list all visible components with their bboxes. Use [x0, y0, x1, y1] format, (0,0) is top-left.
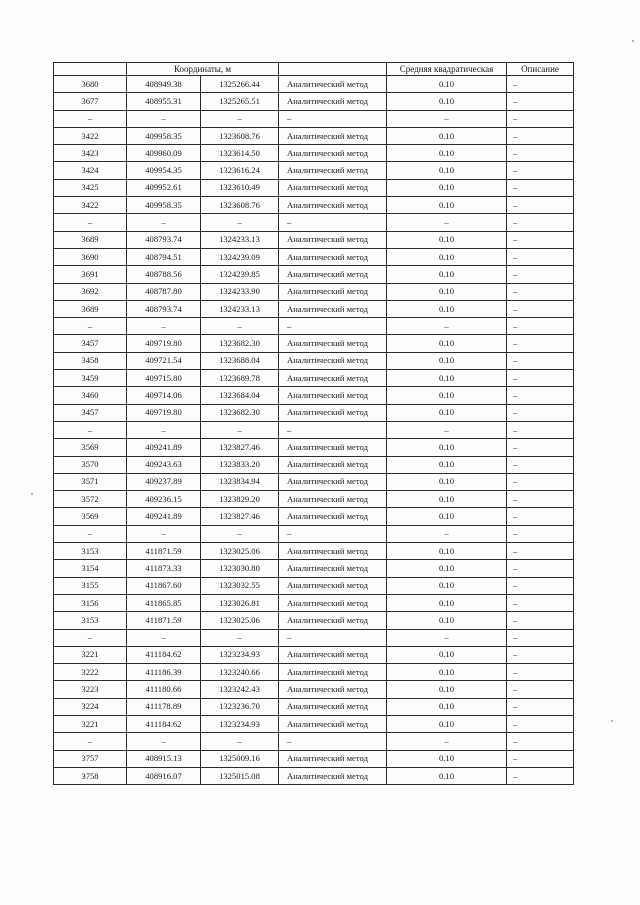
x-coordinate-cell: 409721.54 — [127, 352, 201, 369]
error-cell: 0.10 — [387, 266, 507, 283]
point-number-cell: 3572 — [54, 491, 127, 508]
x-coordinate-cell: 408949.38 — [127, 76, 201, 93]
separator-row — [54, 214, 574, 231]
table-row — [54, 335, 574, 352]
description-cell: – — [507, 162, 574, 179]
x-coordinate-cell: 411871.59 — [127, 543, 201, 560]
table-body — [54, 76, 574, 785]
method-cell: – — [279, 421, 387, 438]
method-cell: Аналитический метод — [279, 162, 387, 179]
description-cell: – — [507, 318, 574, 335]
description-cell: – — [507, 750, 574, 767]
y-coordinate-cell: 1323684.04 — [201, 387, 279, 404]
description-cell: – — [507, 543, 574, 560]
method-cell: Аналитический метод — [279, 594, 387, 611]
y-coordinate-cell: 1323616.24 — [201, 162, 279, 179]
y-coordinate-cell: 1323026.81 — [201, 594, 279, 611]
x-coordinate-cell: 408915.13 — [127, 750, 201, 767]
error-cell: 0.10 — [387, 179, 507, 196]
table-row — [54, 508, 574, 525]
error-cell: 0.10 — [387, 698, 507, 715]
description-cell: – — [507, 456, 574, 473]
error-cell: 0.10 — [387, 387, 507, 404]
point-number-cell: – — [54, 318, 127, 335]
y-coordinate-cell: 1323827.46 — [201, 508, 279, 525]
description-cell: – — [507, 300, 574, 317]
error-cell: 0.10 — [387, 370, 507, 387]
description-cell: – — [507, 145, 574, 162]
y-coordinate-cell: 1323688.04 — [201, 352, 279, 369]
x-coordinate-cell: 408793.74 — [127, 300, 201, 317]
description-cell: – — [507, 197, 574, 214]
error-cell: 0.10 — [387, 197, 507, 214]
y-coordinate-cell: 1324233.13 — [201, 300, 279, 317]
y-coordinate-cell: 1323242.43 — [201, 681, 279, 698]
point-number-cell: 3677 — [54, 93, 127, 110]
method-cell: Аналитический метод — [279, 681, 387, 698]
error-cell: 0.10 — [387, 577, 507, 594]
method-cell: – — [279, 525, 387, 542]
point-number-cell: 3689 — [54, 300, 127, 317]
point-number-cell: 3459 — [54, 370, 127, 387]
method-cell: Аналитический метод — [279, 387, 387, 404]
error-cell: 0.10 — [387, 681, 507, 698]
description-cell: – — [507, 283, 574, 300]
error-cell: 0.10 — [387, 508, 507, 525]
point-number-cell: – — [54, 733, 127, 750]
y-coordinate-cell: 1323240.66 — [201, 664, 279, 681]
x-coordinate-cell: – — [127, 421, 201, 438]
description-cell: – — [507, 387, 574, 404]
error-cell: – — [387, 110, 507, 127]
point-number-cell: 3758 — [54, 767, 127, 784]
description-cell: – — [507, 439, 574, 456]
x-coordinate-cell: 408787.80 — [127, 283, 201, 300]
x-coordinate-cell: – — [127, 318, 201, 335]
y-coordinate-cell: 1323234.93 — [201, 715, 279, 732]
method-cell: Аналитический метод — [279, 491, 387, 508]
separator-row — [54, 629, 574, 646]
error-cell: 0.10 — [387, 145, 507, 162]
x-coordinate-cell: – — [127, 214, 201, 231]
point-number-cell: 3156 — [54, 594, 127, 611]
table-row — [54, 179, 574, 196]
y-coordinate-cell: 1324239.09 — [201, 248, 279, 265]
y-coordinate-cell: – — [201, 421, 279, 438]
table-row — [54, 283, 574, 300]
x-coordinate-cell: 409714.06 — [127, 387, 201, 404]
error-cell: 0.10 — [387, 162, 507, 179]
point-number-cell: 3424 — [54, 162, 127, 179]
x-coordinate-cell: – — [127, 525, 201, 542]
x-coordinate-cell: 411871.59 — [127, 612, 201, 629]
description-cell: – — [507, 733, 574, 750]
method-cell: Аналитический метод — [279, 352, 387, 369]
description-cell: – — [507, 525, 574, 542]
description-cell: – — [507, 646, 574, 663]
description-cell: – — [507, 76, 574, 93]
x-coordinate-cell: 409715.80 — [127, 370, 201, 387]
error-cell: – — [387, 214, 507, 231]
table-row — [54, 93, 574, 110]
y-coordinate-cell: 1325009.16 — [201, 750, 279, 767]
y-coordinate-cell: 1323610.49 — [201, 179, 279, 196]
y-coordinate-cell: 1323833.20 — [201, 456, 279, 473]
method-cell: Аналитический метод — [279, 473, 387, 490]
method-cell: Аналитический метод — [279, 612, 387, 629]
table-row — [54, 577, 574, 594]
error-cell: – — [387, 629, 507, 646]
error-cell: 0.10 — [387, 352, 507, 369]
x-coordinate-cell: 411867.60 — [127, 577, 201, 594]
description-cell: – — [507, 110, 574, 127]
y-coordinate-cell: – — [201, 214, 279, 231]
error-cell: 0.10 — [387, 93, 507, 110]
error-cell: – — [387, 318, 507, 335]
table-row — [54, 646, 574, 663]
method-cell: Аналитический метод — [279, 370, 387, 387]
point-number-cell: 3221 — [54, 715, 127, 732]
table-row — [54, 145, 574, 162]
point-number-cell: 3422 — [54, 127, 127, 144]
table-row — [54, 767, 574, 784]
y-coordinate-cell: 1323682.30 — [201, 404, 279, 421]
method-cell: – — [279, 110, 387, 127]
description-cell: – — [507, 664, 574, 681]
description-cell: – — [507, 629, 574, 646]
method-cell: Аналитический метод — [279, 715, 387, 732]
table-row — [54, 543, 574, 560]
description-cell: – — [507, 681, 574, 698]
y-coordinate-cell: 1323682.30 — [201, 335, 279, 352]
x-coordinate-cell: 408788.56 — [127, 266, 201, 283]
method-cell: Аналитический метод — [279, 439, 387, 456]
method-cell: Аналитический метод — [279, 76, 387, 93]
description-cell: – — [507, 421, 574, 438]
method-cell: Аналитический метод — [279, 767, 387, 784]
method-cell: Аналитический метод — [279, 300, 387, 317]
method-cell: Аналитический метод — [279, 231, 387, 248]
x-coordinate-cell: 409719.80 — [127, 404, 201, 421]
error-cell: 0.10 — [387, 283, 507, 300]
x-coordinate-cell: – — [127, 629, 201, 646]
method-cell: Аналитический метод — [279, 560, 387, 577]
error-cell: 0.10 — [387, 335, 507, 352]
y-coordinate-cell: 1324233.90 — [201, 283, 279, 300]
x-coordinate-cell: 408955.31 — [127, 93, 201, 110]
table-row — [54, 715, 574, 732]
table-row — [54, 473, 574, 490]
y-coordinate-cell: 1323030.80 — [201, 560, 279, 577]
separator-row — [54, 525, 574, 542]
point-number-cell: 3460 — [54, 387, 127, 404]
description-cell: – — [507, 335, 574, 352]
method-cell: Аналитический метод — [279, 404, 387, 421]
table-row — [54, 612, 574, 629]
error-cell: 0.10 — [387, 76, 507, 93]
header-blank-cell — [54, 63, 127, 76]
description-cell: – — [507, 577, 574, 594]
y-coordinate-cell: 1323829.20 — [201, 491, 279, 508]
description-cell: – — [507, 560, 574, 577]
point-number-cell: 3153 — [54, 543, 127, 560]
point-number-cell: 3221 — [54, 646, 127, 663]
point-number-cell: 3458 — [54, 352, 127, 369]
error-cell: – — [387, 525, 507, 542]
method-cell: Аналитический метод — [279, 508, 387, 525]
header-coordinates: Координаты, м — [127, 63, 279, 76]
y-coordinate-cell: – — [201, 733, 279, 750]
method-cell: Аналитический метод — [279, 664, 387, 681]
y-coordinate-cell: 1323025.06 — [201, 612, 279, 629]
y-coordinate-cell: 1323827.46 — [201, 439, 279, 456]
method-cell: – — [279, 214, 387, 231]
method-cell: Аналитический метод — [279, 456, 387, 473]
x-coordinate-cell: 408793.74 — [127, 231, 201, 248]
description-cell: – — [507, 612, 574, 629]
method-cell: Аналитический метод — [279, 145, 387, 162]
table-row — [54, 76, 574, 93]
method-cell: Аналитический метод — [279, 543, 387, 560]
description-cell: – — [507, 127, 574, 144]
point-number-cell: 3692 — [54, 283, 127, 300]
table-row — [54, 750, 574, 767]
header-blank-cell — [279, 63, 387, 76]
table-row — [54, 300, 574, 317]
point-number-cell: – — [54, 110, 127, 127]
point-number-cell: 3422 — [54, 197, 127, 214]
point-number-cell: 3224 — [54, 698, 127, 715]
point-number-cell: 3680 — [54, 76, 127, 93]
y-coordinate-cell: – — [201, 110, 279, 127]
separator-row — [54, 110, 574, 127]
description-cell: – — [507, 248, 574, 265]
table-row — [54, 404, 574, 421]
method-cell: Аналитический метод — [279, 127, 387, 144]
point-number-cell: 3457 — [54, 404, 127, 421]
error-cell: 0.10 — [387, 560, 507, 577]
method-cell: Аналитический метод — [279, 197, 387, 214]
method-cell: Аналитический метод — [279, 93, 387, 110]
y-coordinate-cell: – — [201, 525, 279, 542]
point-number-cell: – — [54, 421, 127, 438]
error-cell: 0.10 — [387, 612, 507, 629]
error-cell: 0.10 — [387, 456, 507, 473]
point-number-cell: 3425 — [54, 179, 127, 196]
x-coordinate-cell: 411178.89 — [127, 698, 201, 715]
y-coordinate-cell: 1324233.13 — [201, 231, 279, 248]
description-cell: – — [507, 508, 574, 525]
method-cell: Аналитический метод — [279, 646, 387, 663]
method-cell: Аналитический метод — [279, 698, 387, 715]
method-cell: Аналитический метод — [279, 335, 387, 352]
point-number-cell: 3153 — [54, 612, 127, 629]
x-coordinate-cell: 409719.80 — [127, 335, 201, 352]
y-coordinate-cell: 1323689.78 — [201, 370, 279, 387]
y-coordinate-cell: – — [201, 318, 279, 335]
point-number-cell: 3154 — [54, 560, 127, 577]
error-cell: 0.10 — [387, 664, 507, 681]
table-row — [54, 197, 574, 214]
x-coordinate-cell: 409958.35 — [127, 127, 201, 144]
point-number-cell: 3691 — [54, 266, 127, 283]
scan-speck — [611, 720, 613, 722]
y-coordinate-cell: 1324239.85 — [201, 266, 279, 283]
y-coordinate-cell: 1323608.76 — [201, 127, 279, 144]
method-cell: Аналитический метод — [279, 750, 387, 767]
table-row — [54, 387, 574, 404]
header-mean-square-error: Средняя квадратическая — [387, 63, 507, 76]
description-cell: – — [507, 179, 574, 196]
description-cell: – — [507, 404, 574, 421]
description-cell: – — [507, 93, 574, 110]
y-coordinate-cell: 1323834.94 — [201, 473, 279, 490]
point-number-cell: 3689 — [54, 231, 127, 248]
point-number-cell: 3222 — [54, 664, 127, 681]
point-number-cell: 3757 — [54, 750, 127, 767]
separator-row — [54, 421, 574, 438]
description-cell: – — [507, 491, 574, 508]
method-cell: Аналитический метод — [279, 283, 387, 300]
x-coordinate-cell: 411186.39 — [127, 664, 201, 681]
description-cell: – — [507, 370, 574, 387]
table-row — [54, 681, 574, 698]
error-cell: 0.10 — [387, 543, 507, 560]
description-cell: – — [507, 767, 574, 784]
coordinates-table — [53, 62, 574, 785]
x-coordinate-cell: 411180.66 — [127, 681, 201, 698]
point-number-cell: 3423 — [54, 145, 127, 162]
x-coordinate-cell: 409960.09 — [127, 145, 201, 162]
table-row — [54, 456, 574, 473]
table-row — [54, 560, 574, 577]
x-coordinate-cell: 409241.89 — [127, 508, 201, 525]
x-coordinate-cell: – — [127, 733, 201, 750]
y-coordinate-cell: 1323032.55 — [201, 577, 279, 594]
y-coordinate-cell: 1323236.70 — [201, 698, 279, 715]
error-cell: 0.10 — [387, 646, 507, 663]
point-number-cell: – — [54, 629, 127, 646]
point-number-cell: 3155 — [54, 577, 127, 594]
x-coordinate-cell: 409243.63 — [127, 456, 201, 473]
y-coordinate-cell: – — [201, 629, 279, 646]
error-cell: 0.10 — [387, 473, 507, 490]
table-row — [54, 231, 574, 248]
x-coordinate-cell: 411865.85 — [127, 594, 201, 611]
method-cell: Аналитический метод — [279, 577, 387, 594]
table-row — [54, 370, 574, 387]
method-cell: Аналитический метод — [279, 179, 387, 196]
point-number-cell: – — [54, 525, 127, 542]
separator-row — [54, 318, 574, 335]
error-cell: 0.10 — [387, 439, 507, 456]
point-number-cell: 3690 — [54, 248, 127, 265]
error-cell: 0.10 — [387, 767, 507, 784]
table-row — [54, 594, 574, 611]
y-coordinate-cell: 1323234.93 — [201, 646, 279, 663]
point-number-cell: 3569 — [54, 439, 127, 456]
point-number-cell: 3569 — [54, 508, 127, 525]
description-cell: – — [507, 266, 574, 283]
error-cell: 0.10 — [387, 231, 507, 248]
description-cell: – — [507, 698, 574, 715]
x-coordinate-cell: 409236.15 — [127, 491, 201, 508]
x-coordinate-cell: 411184.62 — [127, 646, 201, 663]
y-coordinate-cell: 1323614.50 — [201, 145, 279, 162]
error-cell: – — [387, 733, 507, 750]
description-cell: – — [507, 594, 574, 611]
separator-row — [54, 733, 574, 750]
point-number-cell: 3223 — [54, 681, 127, 698]
table-row — [54, 248, 574, 265]
description-cell: – — [507, 352, 574, 369]
table-row — [54, 127, 574, 144]
error-cell: 0.10 — [387, 248, 507, 265]
table-row — [54, 162, 574, 179]
scan-speck — [31, 493, 33, 495]
error-cell: 0.10 — [387, 127, 507, 144]
x-coordinate-cell: – — [127, 110, 201, 127]
point-number-cell: – — [54, 214, 127, 231]
y-coordinate-cell: 1325266.44 — [201, 76, 279, 93]
description-cell: – — [507, 715, 574, 732]
description-cell: – — [507, 214, 574, 231]
method-cell: – — [279, 733, 387, 750]
method-cell: Аналитический метод — [279, 266, 387, 283]
table-row — [54, 439, 574, 456]
x-coordinate-cell: 409241.89 — [127, 439, 201, 456]
error-cell: 0.10 — [387, 594, 507, 611]
error-cell: 0.10 — [387, 750, 507, 767]
error-cell: 0.10 — [387, 300, 507, 317]
point-number-cell: 3571 — [54, 473, 127, 490]
x-coordinate-cell: 408794.51 — [127, 248, 201, 265]
description-cell: – — [507, 473, 574, 490]
description-cell: – — [507, 231, 574, 248]
x-coordinate-cell: 409237.89 — [127, 473, 201, 490]
x-coordinate-cell: 411873.33 — [127, 560, 201, 577]
x-coordinate-cell: 409952.61 — [127, 179, 201, 196]
method-cell: Аналитический метод — [279, 248, 387, 265]
table-row — [54, 266, 574, 283]
y-coordinate-cell: 1323025.06 — [201, 543, 279, 560]
method-cell: – — [279, 629, 387, 646]
y-coordinate-cell: 1325265.51 — [201, 93, 279, 110]
point-number-cell: 3570 — [54, 456, 127, 473]
table-row — [54, 698, 574, 715]
error-cell: 0.10 — [387, 715, 507, 732]
error-cell: 0.10 — [387, 404, 507, 421]
error-cell: 0.10 — [387, 491, 507, 508]
y-coordinate-cell: 1325015.08 — [201, 767, 279, 784]
table-row — [54, 664, 574, 681]
table-header — [54, 63, 574, 76]
point-number-cell: 3457 — [54, 335, 127, 352]
method-cell: – — [279, 318, 387, 335]
x-coordinate-cell: 411184.62 — [127, 715, 201, 732]
error-cell: – — [387, 421, 507, 438]
y-coordinate-cell: 1323608.76 — [201, 197, 279, 214]
x-coordinate-cell: 408916.07 — [127, 767, 201, 784]
table-row — [54, 352, 574, 369]
table-row — [54, 491, 574, 508]
x-coordinate-cell: 409958.35 — [127, 197, 201, 214]
x-coordinate-cell: 409954.35 — [127, 162, 201, 179]
scan-speck — [632, 40, 634, 42]
header-description: Описание — [507, 63, 574, 76]
